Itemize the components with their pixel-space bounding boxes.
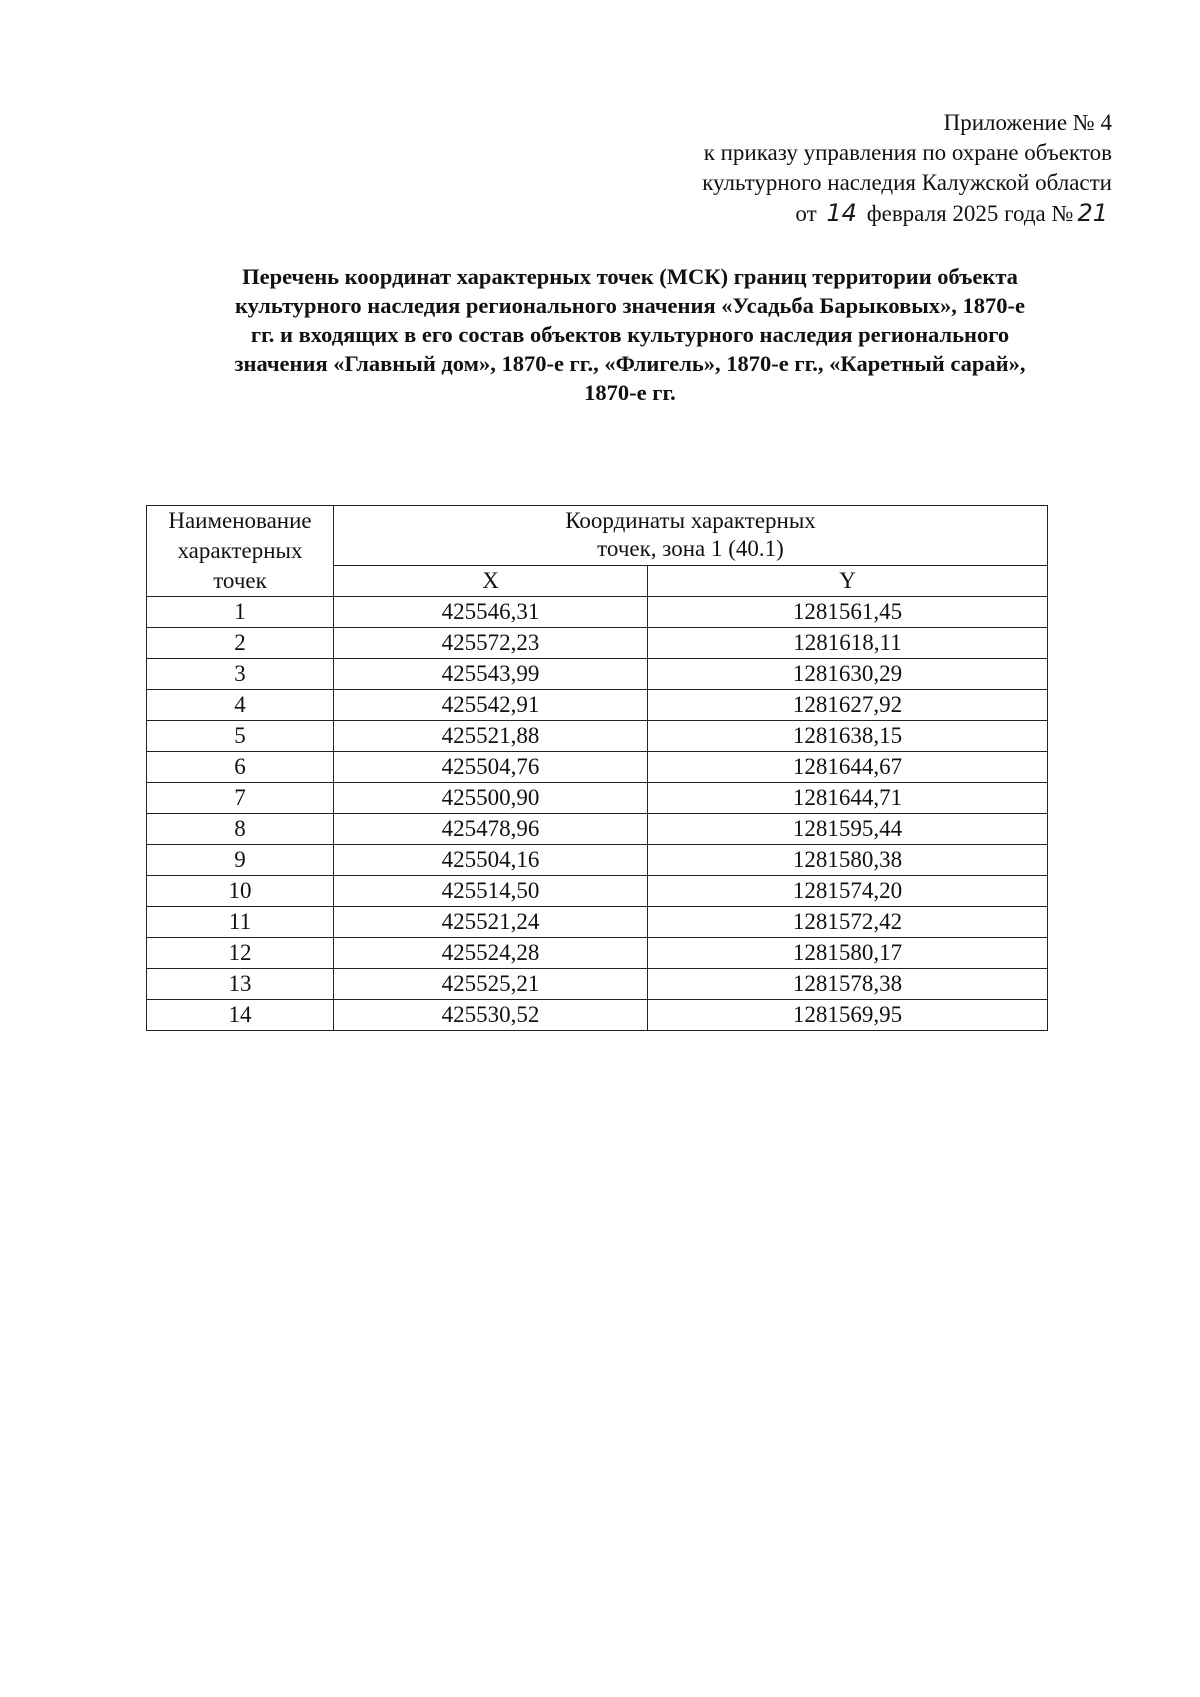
x-value: 425524,28 [334, 938, 648, 969]
y-header: Y [648, 565, 1048, 596]
point-number: 8 [147, 814, 334, 845]
point-number: 6 [147, 752, 334, 783]
y-value: 1281578,38 [648, 969, 1048, 1000]
point-number: 10 [147, 876, 334, 907]
point-number: 9 [147, 845, 334, 876]
point-name-header-line-2: характерных [177, 538, 303, 563]
x-value: 425546,31 [334, 597, 648, 628]
table-row [147, 876, 1048, 907]
point-name-header [147, 506, 334, 597]
x-value: 425514,50 [334, 876, 648, 907]
y-value: 1281638,15 [648, 721, 1048, 752]
table-row [147, 721, 1048, 752]
x-header: X [334, 565, 648, 596]
y-value: 1281574,20 [648, 876, 1048, 907]
point-name-header-line-3: точек [213, 568, 267, 593]
x-value: 425504,76 [334, 752, 648, 783]
coordinates-header [334, 506, 1048, 566]
appendix-order-ref: к приказу управления по охране объектов [703, 140, 1112, 165]
title-line-5: 1870-е гг. [584, 380, 676, 405]
x-value: 425525,21 [334, 969, 648, 1000]
x-value: 425521,88 [334, 721, 648, 752]
appendix-title: Приложение № 4 [943, 110, 1112, 135]
appendix-date-line [702, 198, 1112, 229]
coordinates-header-line-2: точек, зона 1 (40.1) [597, 536, 784, 562]
coordinates-table [146, 505, 1048, 1031]
y-value: 1281572,42 [648, 907, 1048, 938]
handwritten-number: 21 [1077, 199, 1108, 227]
coordinates-body [147, 597, 1048, 1031]
x-value: 425542,91 [334, 690, 648, 721]
point-number: 4 [147, 690, 334, 721]
x-value: 425504,16 [334, 845, 648, 876]
table-row [147, 690, 1048, 721]
appendix-header [702, 108, 1112, 229]
title-line-1: Перечень координат характерных точек (МСК) границ территории объекта [242, 264, 1018, 289]
table-row [147, 845, 1048, 876]
x-value: 425572,23 [334, 628, 648, 659]
y-value: 1281561,45 [648, 597, 1048, 628]
point-number: 5 [147, 721, 334, 752]
x-value: 425530,52 [334, 1000, 648, 1031]
y-value: 1281618,11 [648, 628, 1048, 659]
x-value: 425543,99 [334, 659, 648, 690]
appendix-authority: культурного наследия Калужской области [702, 170, 1112, 195]
point-number: 12 [147, 938, 334, 969]
table-row [147, 907, 1048, 938]
handwritten-day: 14 [826, 199, 857, 227]
y-value: 1281644,71 [648, 783, 1048, 814]
y-value: 1281627,92 [648, 690, 1048, 721]
x-value: 425500,90 [334, 783, 648, 814]
table-row [147, 659, 1048, 690]
table-row [147, 628, 1048, 659]
table-row [147, 597, 1048, 628]
point-number: 3 [147, 659, 334, 690]
x-value: 425521,24 [334, 907, 648, 938]
point-number: 1 [147, 597, 334, 628]
table-row [147, 814, 1048, 845]
table-row [147, 1000, 1048, 1031]
coordinates-header-line-1: Координаты характерных [565, 508, 816, 534]
y-value: 1281580,38 [648, 845, 1048, 876]
point-number: 14 [147, 1000, 334, 1031]
document-title [150, 262, 1110, 407]
y-value: 1281580,17 [648, 938, 1048, 969]
x-value: 425478,96 [334, 814, 648, 845]
point-number: 11 [147, 907, 334, 938]
title-line-2: культурного наследия регионального значения «Усадьба Барыковых», 1870-е [234, 293, 1026, 318]
y-value: 1281644,67 [648, 752, 1048, 783]
title-line-3: гг. и входящих в его состав объектов культурного наследия регионального [250, 322, 1010, 347]
table-row [147, 938, 1048, 969]
point-number: 2 [147, 628, 334, 659]
point-number: 13 [147, 969, 334, 1000]
y-value: 1281595,44 [648, 814, 1048, 845]
y-value: 1281569,95 [648, 1000, 1048, 1031]
point-name-header-line-1: Наименование [168, 508, 312, 533]
title-line-4: значения «Главный дом», 1870-е гг., «Флигель», 1870-е гг., «Каретный сарай», [234, 351, 1026, 376]
y-value: 1281630,29 [648, 659, 1048, 690]
point-number: 7 [147, 783, 334, 814]
table-row [147, 783, 1048, 814]
date-middle: февраля 2025 года № [866, 201, 1074, 226]
table-row [147, 969, 1048, 1000]
table-row [147, 752, 1048, 783]
date-prefix: от [795, 201, 817, 226]
